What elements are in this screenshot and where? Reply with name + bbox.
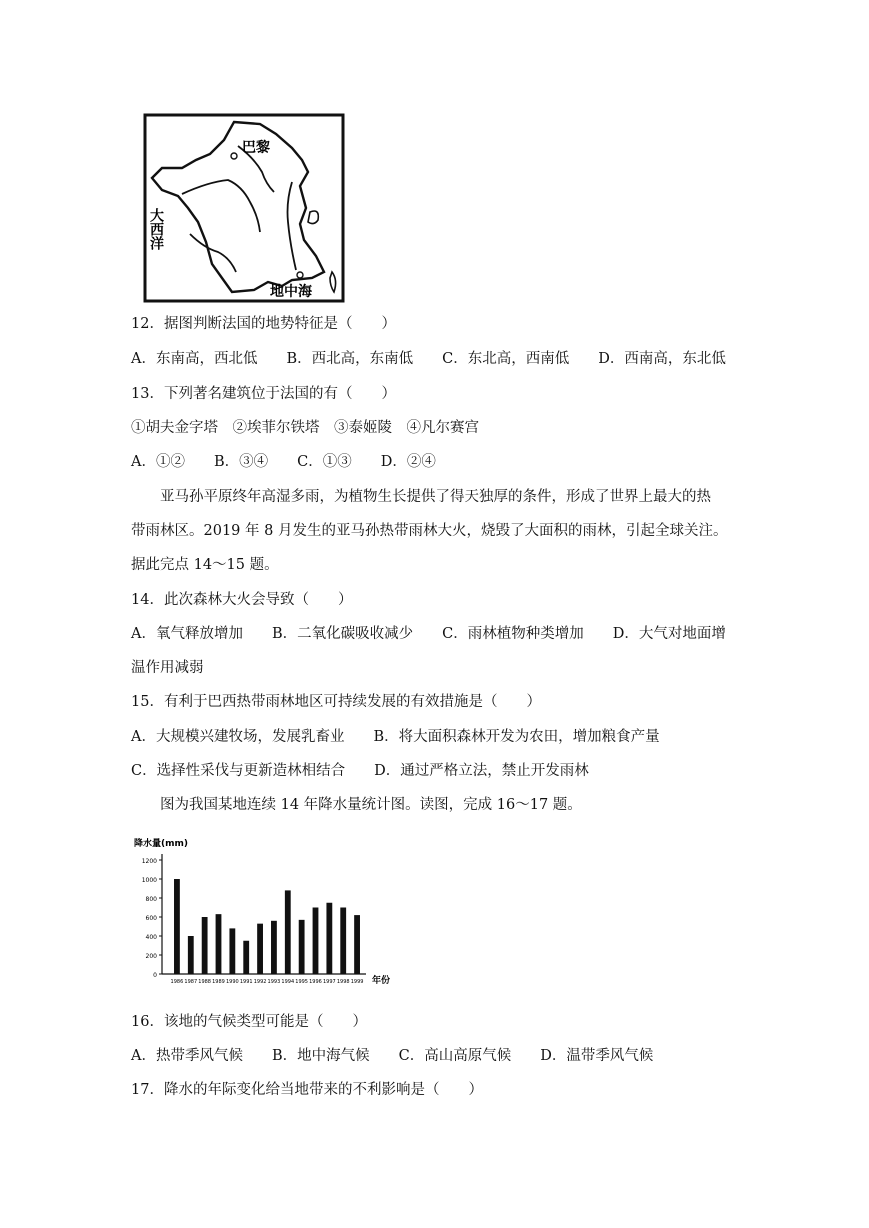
bar [243, 941, 249, 974]
bar [174, 879, 180, 974]
question-16-options: A．热带季风气候 B．地中海气候 C．高山高原气候 D．温带季风气候 [131, 1048, 654, 1064]
question-15-options-line-2: C．选择性采伐与更新造林相结合 D．通过严格立法，禁止开发雨林 [131, 763, 589, 779]
paris-label: 巴黎 [242, 140, 270, 156]
x-tick-label: 1996 [309, 979, 322, 985]
x-tick-label: 1990 [225, 979, 239, 985]
paris-marker [231, 153, 237, 159]
bar [257, 924, 263, 974]
precipitation-chart [128, 834, 398, 992]
x-tick-label: 1986 [170, 979, 184, 985]
question-17-stem: 17．降水的年际变化给当地带来的不利影响是（ ） [131, 1082, 483, 1098]
x-tick-label: 1993 [267, 979, 281, 985]
bar [202, 917, 208, 974]
y-tick-label: 400 [145, 934, 157, 941]
passage-1-line-3: 据此完点 14～15 题。 [131, 557, 279, 573]
bar [340, 908, 346, 975]
question-13-options: A．①② B．③④ C．①③ D．②④ [131, 454, 436, 470]
question-12-options: A．东南高，西北低 B．西北高，东南低 C．东北高，西南低 D．西南高，东北低 [131, 351, 726, 367]
x-tick-label: 1999 [350, 979, 364, 985]
question-15-stem: 15．有利于巴西热带雨林地区可持续发展的有效措施是（ ） [131, 694, 541, 710]
bar [229, 928, 235, 974]
bar [271, 921, 277, 974]
question-14-options-line-1: A．氧气释放增加 B．二氧化碳吸收减少 C．雨林植物种类增加 D．大气对地面增 [131, 626, 726, 642]
y-tick-label: 0 [153, 972, 157, 979]
passage-1-line-2: 带雨林区。2019 年 8 月发生的亚马孙热带雨林大火，烧毁了大面积的雨林，引起全球关注。 [131, 523, 728, 539]
question-15-options-line-1: A．大规模兴建牧场，发展乳畜业 B．将大面积森林开发为农田，增加粮食产量 [131, 729, 660, 745]
x-tick-label: 1997 [322, 979, 336, 985]
question-13-items: ①胡夫金字塔 ②埃菲尔铁塔 ③泰姬陵 ④凡尔赛宫 [131, 420, 479, 436]
mediterranean-label: 地中海 [270, 284, 312, 300]
y-axis-label: 降水量(mm) [134, 839, 188, 849]
port-marker [297, 272, 303, 278]
y-tick-label: 200 [145, 953, 157, 960]
bar [188, 936, 194, 974]
bar [313, 908, 319, 975]
x-tick-label: 1995 [295, 979, 309, 985]
question-14-options-line-2: 温作用减弱 [131, 660, 204, 676]
x-tick-label: 1992 [253, 979, 267, 985]
x-tick-label: 1994 [281, 979, 295, 985]
y-tick-label: 1200 [141, 858, 157, 865]
atlantic-label: 大西洋 [148, 208, 164, 250]
x-tick-label: 1998 [336, 979, 350, 985]
bar [326, 903, 332, 974]
x-tick-label: 1991 [239, 979, 253, 985]
question-14-stem: 14．此次森林大火会导致（ ） [131, 592, 353, 608]
passage-2: 图为我国某地连续 14 年降水量统计图。读图，完成 16～17 题。 [160, 797, 582, 813]
y-tick-label: 600 [145, 915, 157, 922]
x-tick-label: 1987 [184, 979, 198, 985]
y-tick-label: 800 [145, 896, 157, 903]
france-map [142, 112, 346, 304]
x-tick-label: 1988 [198, 979, 212, 985]
y-tick-label: 1000 [141, 877, 157, 884]
question-12-stem: 12．据图判断法国的地势特征是（ ） [131, 316, 396, 332]
bar [285, 890, 291, 974]
question-13-stem: 13．下列著名建筑位于法国的有（ ） [131, 386, 396, 402]
question-16-stem: 16．该地的气候类型可能是（ ） [131, 1014, 367, 1030]
bar [299, 920, 305, 974]
bar [354, 915, 360, 974]
passage-1-line-1: 亚马孙平原终年高湿多雨，为植物生长提供了得天独厚的条件，形成了世界上最大的热 [160, 489, 711, 505]
bar [216, 914, 222, 974]
x-axis-label: 年份 [372, 976, 391, 986]
x-tick-label: 1989 [212, 979, 225, 985]
